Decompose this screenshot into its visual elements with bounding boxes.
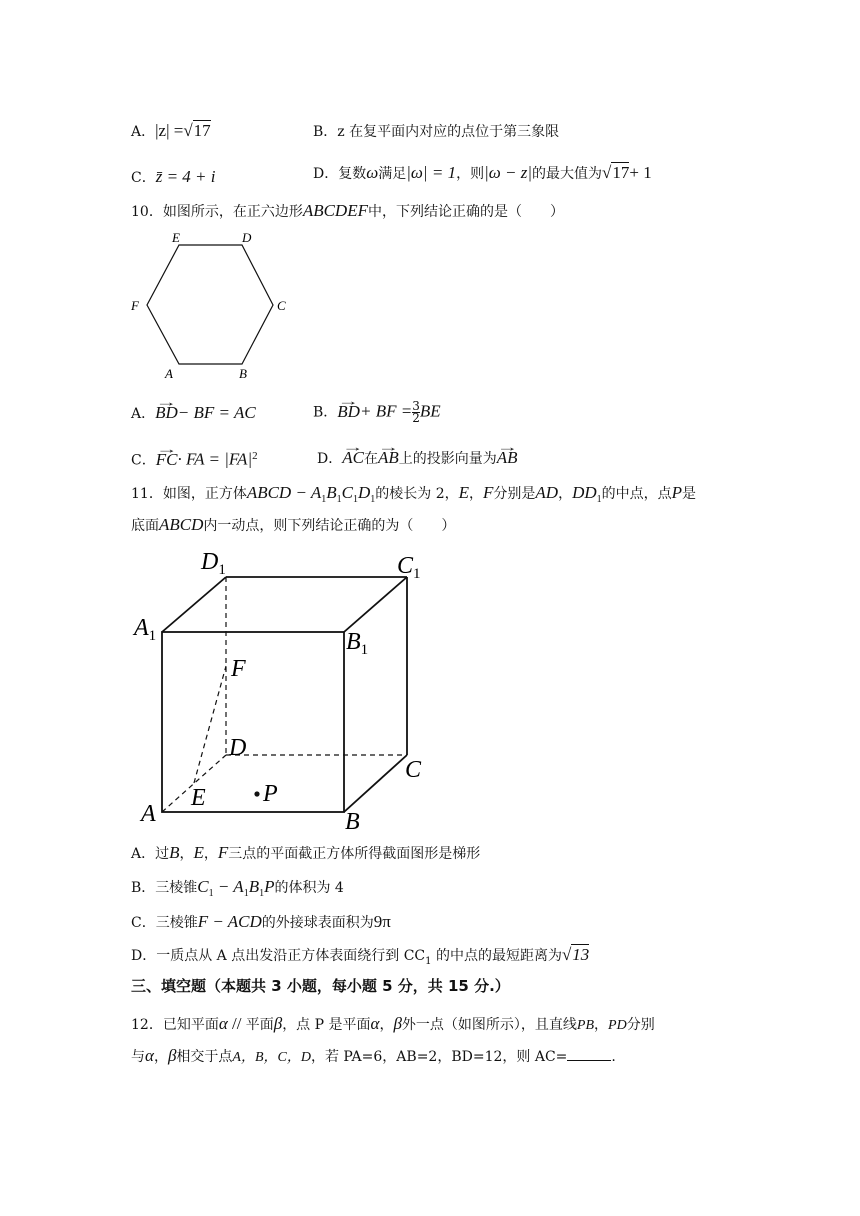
- q9-option-d: D．复数ω满足|ω| = 1，则|ω − z|的最大值为√17+ 1: [313, 163, 652, 182]
- point-p: [254, 791, 259, 796]
- cube-label-d1: $D_1$: [201, 549, 226, 578]
- cube-label-c: C: [405, 757, 422, 783]
- hexagon-shape: [147, 245, 273, 364]
- q9-option-c: C．z̄ = 4 + i: [131, 167, 216, 186]
- cube-label-c1: $C_1$: [397, 553, 421, 582]
- q11-option-c: C．三棱锥F − ACD的外接球表面积为9π: [131, 912, 391, 931]
- q10-option-b: B．→ BD+ BF = $\frac{3}{2}$ BE: [313, 401, 441, 424]
- hexagon-figure: [125, 225, 300, 385]
- q9-option-a: A．|z| =√17: [131, 121, 211, 140]
- section-3-heading: 三、填空题（本题共 3 小题，每小题 5 分，共 15 分.）: [131, 977, 510, 995]
- cube-label-f: F: [231, 656, 246, 682]
- q10-stem: 10．如图所示，在正六边形ABCDEF中，下列结论正确的是（ ）: [131, 201, 564, 220]
- q11-option-b: B．三棱锥$C_1 - A_1B_1P$的体积为 4: [131, 877, 344, 899]
- cube-label-d: D: [229, 735, 247, 761]
- hex-label-c: C: [277, 298, 286, 313]
- q11-option-d: D．一质点从 A 点出发沿正方体表面绕行到 $CC_1$ 的中点的最短距离为√13: [131, 945, 590, 967]
- segment-ef: [194, 666, 226, 783]
- cube-label-a1: $A_1$: [134, 615, 157, 644]
- answer-blank[interactable]: [567, 1046, 611, 1061]
- q11-stem-line1: 11．如图，正方体ABCD − $A_1B_1C_1D_1$的棱长为 2，E，F分别是AD，$DD_1$的中点，点P是: [131, 483, 697, 505]
- cube-label-b: B: [345, 809, 360, 835]
- q12-line2: 与α，β相交于点A，B，C，D，若 PA=6，AB=2，BD=12，则 AC= .: [131, 1046, 616, 1065]
- cube-label-e: E: [191, 785, 206, 811]
- cube-label-b1: $B_1$: [346, 629, 369, 658]
- q10-option-a: A．→ BD− BF = AC: [131, 403, 256, 424]
- q11-stem-line2: 底面ABCD内一动点，则下列结论正确的为（ ）: [131, 515, 456, 534]
- cube-label-p: P: [263, 781, 278, 807]
- hex-label-f: F: [131, 298, 139, 313]
- q10-option-c: C．→ FC· FA = $|FA|^2$: [131, 446, 258, 471]
- hex-label-d: D: [242, 230, 252, 245]
- q10-option-d: D．→ AC在→ AB上的投影向量为→ AB: [317, 448, 518, 469]
- q12-line1: 12．已知平面α // 平面β，点 P 是平面α，β外一点（如图所示），且直线PB，PD分别: [131, 1014, 655, 1033]
- cube-label-a: A: [141, 801, 156, 827]
- hex-label-a: A: [165, 366, 173, 381]
- q11-option-a: A．过B，E，F三点的平面截正方体所得截面图形是梯形: [131, 843, 481, 862]
- q9-option-b: B．z 在复平面内对应的点位于第三象限: [313, 124, 560, 140]
- cube-front-face: [162, 632, 344, 812]
- hex-label-e: E: [172, 230, 180, 245]
- hex-label-b: B: [239, 366, 247, 381]
- cube-figure: [125, 545, 445, 835]
